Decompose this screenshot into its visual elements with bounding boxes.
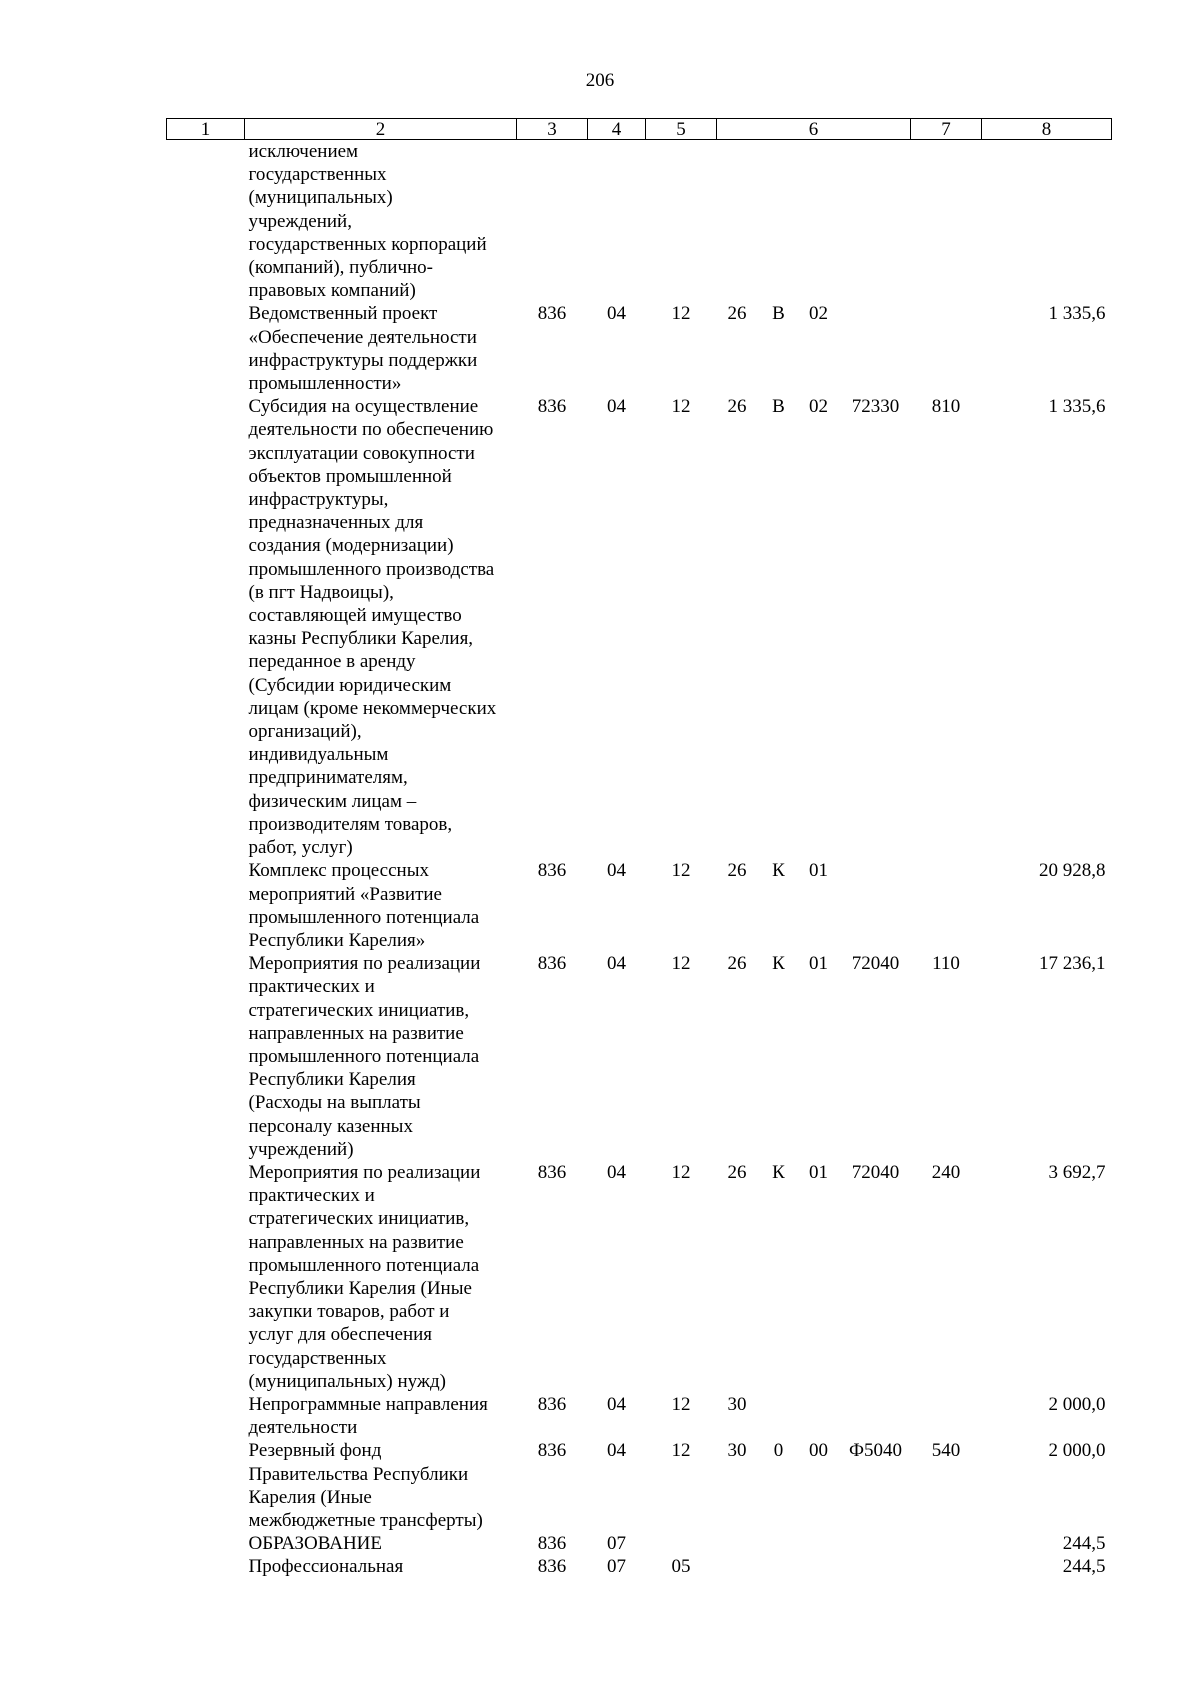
row-name-line: Республики Карелия [248,1069,416,1091]
row-col-4: 04 [607,396,626,418]
row-amount: 244,5 [1062,1533,1106,1555]
row-col-6-sub: 02 [809,396,828,418]
row-name-line: промышленного потенциала [248,906,480,928]
row-col-6-sub [797,1555,841,1578]
row-col-1 [167,952,245,1161]
row-name-line: стратегических инициатив, [248,1208,470,1230]
row-col-6-code: Ф5040 [848,1440,902,1462]
row-name-line: направленных на развитие [248,1022,464,1044]
row-col-6-letter: К [772,953,785,975]
row-name-line: промышленности» [248,373,402,395]
row-col-4: 04 [607,860,626,882]
row-name-line: государственных [248,164,387,186]
row-col-6-program: 30 [727,1440,747,1462]
table-row [167,302,1112,395]
row-name-line: физическим лицам – [248,790,417,812]
row-col-1 [167,1439,245,1532]
row-col-6-letter: В [772,303,785,325]
row-name [245,1439,517,1532]
row-col-5: 12 [671,303,691,325]
table-row [167,1532,1112,1555]
row-name-line: Субсидия на осуществление [248,396,479,418]
row-col-7 [911,302,982,395]
row-name-line: Правительства Республики [248,1463,469,1485]
row-col-6-letter: 0 [773,1440,784,1462]
row-name-line: деятельности по обеспечению [248,419,494,441]
row-name-line: предназначенных для [248,512,424,534]
row-col-5: 12 [671,860,691,882]
row-name-line: переданное в аренду [248,651,416,673]
row-name-line: правовых компаний) [248,280,416,302]
row-name [245,1555,517,1578]
row-col-6-letter: В [772,396,785,418]
row-col-6-sub [797,140,841,303]
table-row [167,859,1112,952]
row-col-3: 836 [537,1533,567,1555]
row-col-7 [911,1393,982,1439]
row-name-line: (муниципальных) [248,187,393,209]
row-col-6-code [841,302,911,395]
header-col-8: 8 [982,119,1112,140]
row-name-line: промышленного потенциала [248,1254,480,1276]
row-col-5: 05 [671,1556,691,1578]
row-name [245,952,517,1161]
row-col-6-code [841,859,911,952]
row-name-line: «Обеспечение деятельности [248,326,477,348]
row-col-5: 12 [671,1393,691,1415]
table-row [167,1161,1112,1393]
row-col-6-program: 26 [727,1161,747,1183]
row-col-7 [911,859,982,952]
table-row [167,140,1112,303]
row-col-7: 110 [932,953,960,975]
header-col-3: 3 [517,119,588,140]
row-col-4: 04 [607,953,626,975]
row-col-3 [517,140,588,303]
row-col-6-program: 26 [727,396,747,418]
row-col-6-letter: К [772,1161,785,1183]
row-name [245,1393,517,1439]
row-col-5: 12 [671,953,691,975]
row-col-6-program: 26 [727,953,747,975]
row-col-5 [646,1532,717,1555]
row-name-line: предпринимателям, [248,767,408,789]
row-name-line: промышленного потенциала [248,1045,480,1067]
header-col-7: 7 [911,119,982,140]
row-col-6-sub [797,1532,841,1555]
row-col-1 [167,859,245,952]
row-name-line: стратегических инициатив, [248,999,470,1021]
row-name-line: (муниципальных) нужд) [248,1370,446,1392]
row-name [245,140,517,303]
row-name-line: ОБРАЗОВАНИЕ [248,1533,383,1555]
row-col-1 [167,140,245,303]
row-col-4 [588,140,646,303]
row-col-5: 12 [671,1440,691,1462]
page-number: 206 [585,70,615,91]
row-name-line: практических и [248,1185,375,1207]
row-amount: 1 335,6 [1048,303,1106,325]
row-col-6-code [841,1555,911,1578]
row-col-4: 04 [607,1161,626,1183]
row-name-line: (Расходы на выплаты [248,1092,421,1114]
row-name-line: инфраструктуры поддержки [248,349,478,371]
row-name-line: услуг для обеспечения [248,1324,433,1346]
row-name-line: закупки товаров, работ и [248,1301,450,1323]
row-amount: 3 692,7 [1048,1161,1106,1183]
row-col-6-letter: К [772,860,785,882]
row-amount: 20 928,8 [1039,860,1106,882]
row-name-line: промышленного производства [248,558,495,580]
row-amount: 2 000,0 [1048,1440,1106,1462]
row-name-line: практических и [248,976,375,998]
row-col-5: 12 [671,1161,691,1183]
table-row [167,395,1112,859]
row-name-line: Карелия (Иные [248,1486,372,1508]
row-amount: 2 000,0 [1048,1393,1106,1415]
table-body [167,140,1112,1579]
row-name-line: межбюджетные трансферты) [248,1509,483,1531]
row-name-line: Мероприятия по реализации [248,953,481,975]
row-col-1 [167,1532,245,1555]
row-name-line: объектов промышленной [248,465,452,487]
row-amount: 244,5 [1062,1556,1106,1578]
row-col-5 [646,140,717,303]
row-name-line: Ведомственный проект [248,303,438,325]
row-col-6-letter [761,1555,797,1578]
row-name [245,1532,517,1555]
row-col-6-letter [761,140,797,303]
row-name-line: направленных на развитие [248,1231,464,1253]
row-col-6-program [717,140,761,303]
header-col-4: 4 [588,119,646,140]
row-col-6-sub: 01 [809,860,828,882]
row-name [245,859,517,952]
row-col-6-sub: 02 [809,303,828,325]
table-row [167,952,1112,1161]
row-name-line: Комплекс процессных [248,860,429,882]
row-col-4: 04 [607,303,626,325]
header-col-6: 6 [717,119,911,140]
row-col-7 [911,1532,982,1555]
row-col-7 [911,1555,982,1578]
row-name-line: мероприятий «Развитие [248,883,442,905]
row-col-1 [167,1161,245,1393]
row-name-line: Республики Карелия (Иные [248,1277,472,1299]
row-col-6-code: 72330 [851,396,900,418]
row-name-line: создания (модернизации) [248,535,454,557]
row-name-line: государственных [248,1347,387,1369]
row-col-6-letter [761,1532,797,1555]
row-name-line: деятельности [248,1417,358,1439]
table-header-row [167,119,1112,140]
row-name-line: индивидуальным [248,744,389,766]
table-row [167,1393,1112,1439]
row-col-6-sub: 01 [809,953,828,975]
row-col-6-code [841,1532,911,1555]
row-col-4: 04 [607,1393,626,1415]
row-col-6-sub: 01 [809,1161,828,1183]
row-name-line: эксплуатации совокупности [248,442,475,464]
row-name-line: лицам (кроме некоммерческих [248,697,497,719]
row-amount [982,140,1112,303]
row-col-1 [167,1393,245,1439]
row-col-3: 836 [537,1393,567,1415]
row-col-6-sub [797,1393,841,1439]
row-col-1 [167,395,245,859]
row-name-line: государственных корпораций [248,233,487,255]
table-row [167,1439,1112,1532]
row-col-6-program [717,1532,761,1555]
row-col-1 [167,1555,245,1578]
row-name-line: (компаний), публично- [248,257,433,279]
row-name-line: учреждений, [248,210,352,232]
row-col-6-program: 30 [727,1393,747,1415]
row-col-7: 240 [931,1161,961,1183]
row-name-line: (в пгт Надвоицы), [248,581,394,603]
table-row [167,1555,1112,1578]
row-col-3: 836 [537,1440,567,1462]
row-col-5: 12 [671,396,691,418]
row-name-line: (Субсидии юридическим [248,674,452,696]
row-col-3: 836 [537,1556,567,1578]
header-col-1: 1 [167,119,245,140]
row-name-line: исключением [248,141,359,162]
row-col-6-sub: 00 [809,1440,828,1462]
row-name-line: Мероприятия по реализации [248,1161,481,1183]
row-name-line: учреждений) [248,1138,354,1160]
row-col-1 [167,302,245,395]
row-name-line: Резервный фонд [248,1440,382,1462]
row-name [245,1161,517,1393]
row-col-6-code: 72040 [851,1161,900,1183]
row-col-6-letter [761,1393,797,1439]
row-name-line: работ, услуг) [248,837,353,859]
header-col-2: 2 [245,119,517,140]
row-col-6-program [717,1555,761,1578]
row-col-3: 836 [537,303,567,325]
row-amount: 17 236,1 [1039,953,1106,975]
row-name [245,395,517,859]
row-col-7: 540 [931,1440,961,1462]
row-name-line: составляющей имущество [248,605,462,627]
row-col-6-code: 72040 [851,953,900,975]
row-col-7 [911,140,982,303]
row-name [245,302,517,395]
row-col-6-program: 26 [727,303,747,325]
row-name-line: производителям товаров, [248,813,453,835]
row-name-line: Профессиональная [248,1556,404,1578]
row-amount: 1 335,6 [1048,396,1106,418]
row-col-3: 836 [537,396,567,418]
row-col-4: 07 [607,1533,626,1555]
row-name-line: казны Республики Карелия, [248,628,474,650]
row-col-4: 04 [607,1440,626,1462]
row-col-4: 07 [607,1556,626,1578]
row-name-line: Непрограммные направления [248,1393,488,1415]
budget-table [166,118,1112,1579]
row-col-6-code [841,1393,911,1439]
row-col-6-program: 26 [727,860,747,882]
row-name-line: организаций), [248,721,362,743]
row-col-6-code [841,140,911,303]
row-col-3: 836 [537,1161,567,1183]
row-name-line: персоналу казенных [248,1115,413,1137]
row-col-7: 810 [931,396,961,418]
row-col-3: 836 [537,953,567,975]
row-name-line: инфраструктуры, [248,489,389,511]
row-col-3: 836 [537,860,567,882]
row-name-line: Республики Карелия» [248,929,426,951]
header-col-5: 5 [646,119,717,140]
